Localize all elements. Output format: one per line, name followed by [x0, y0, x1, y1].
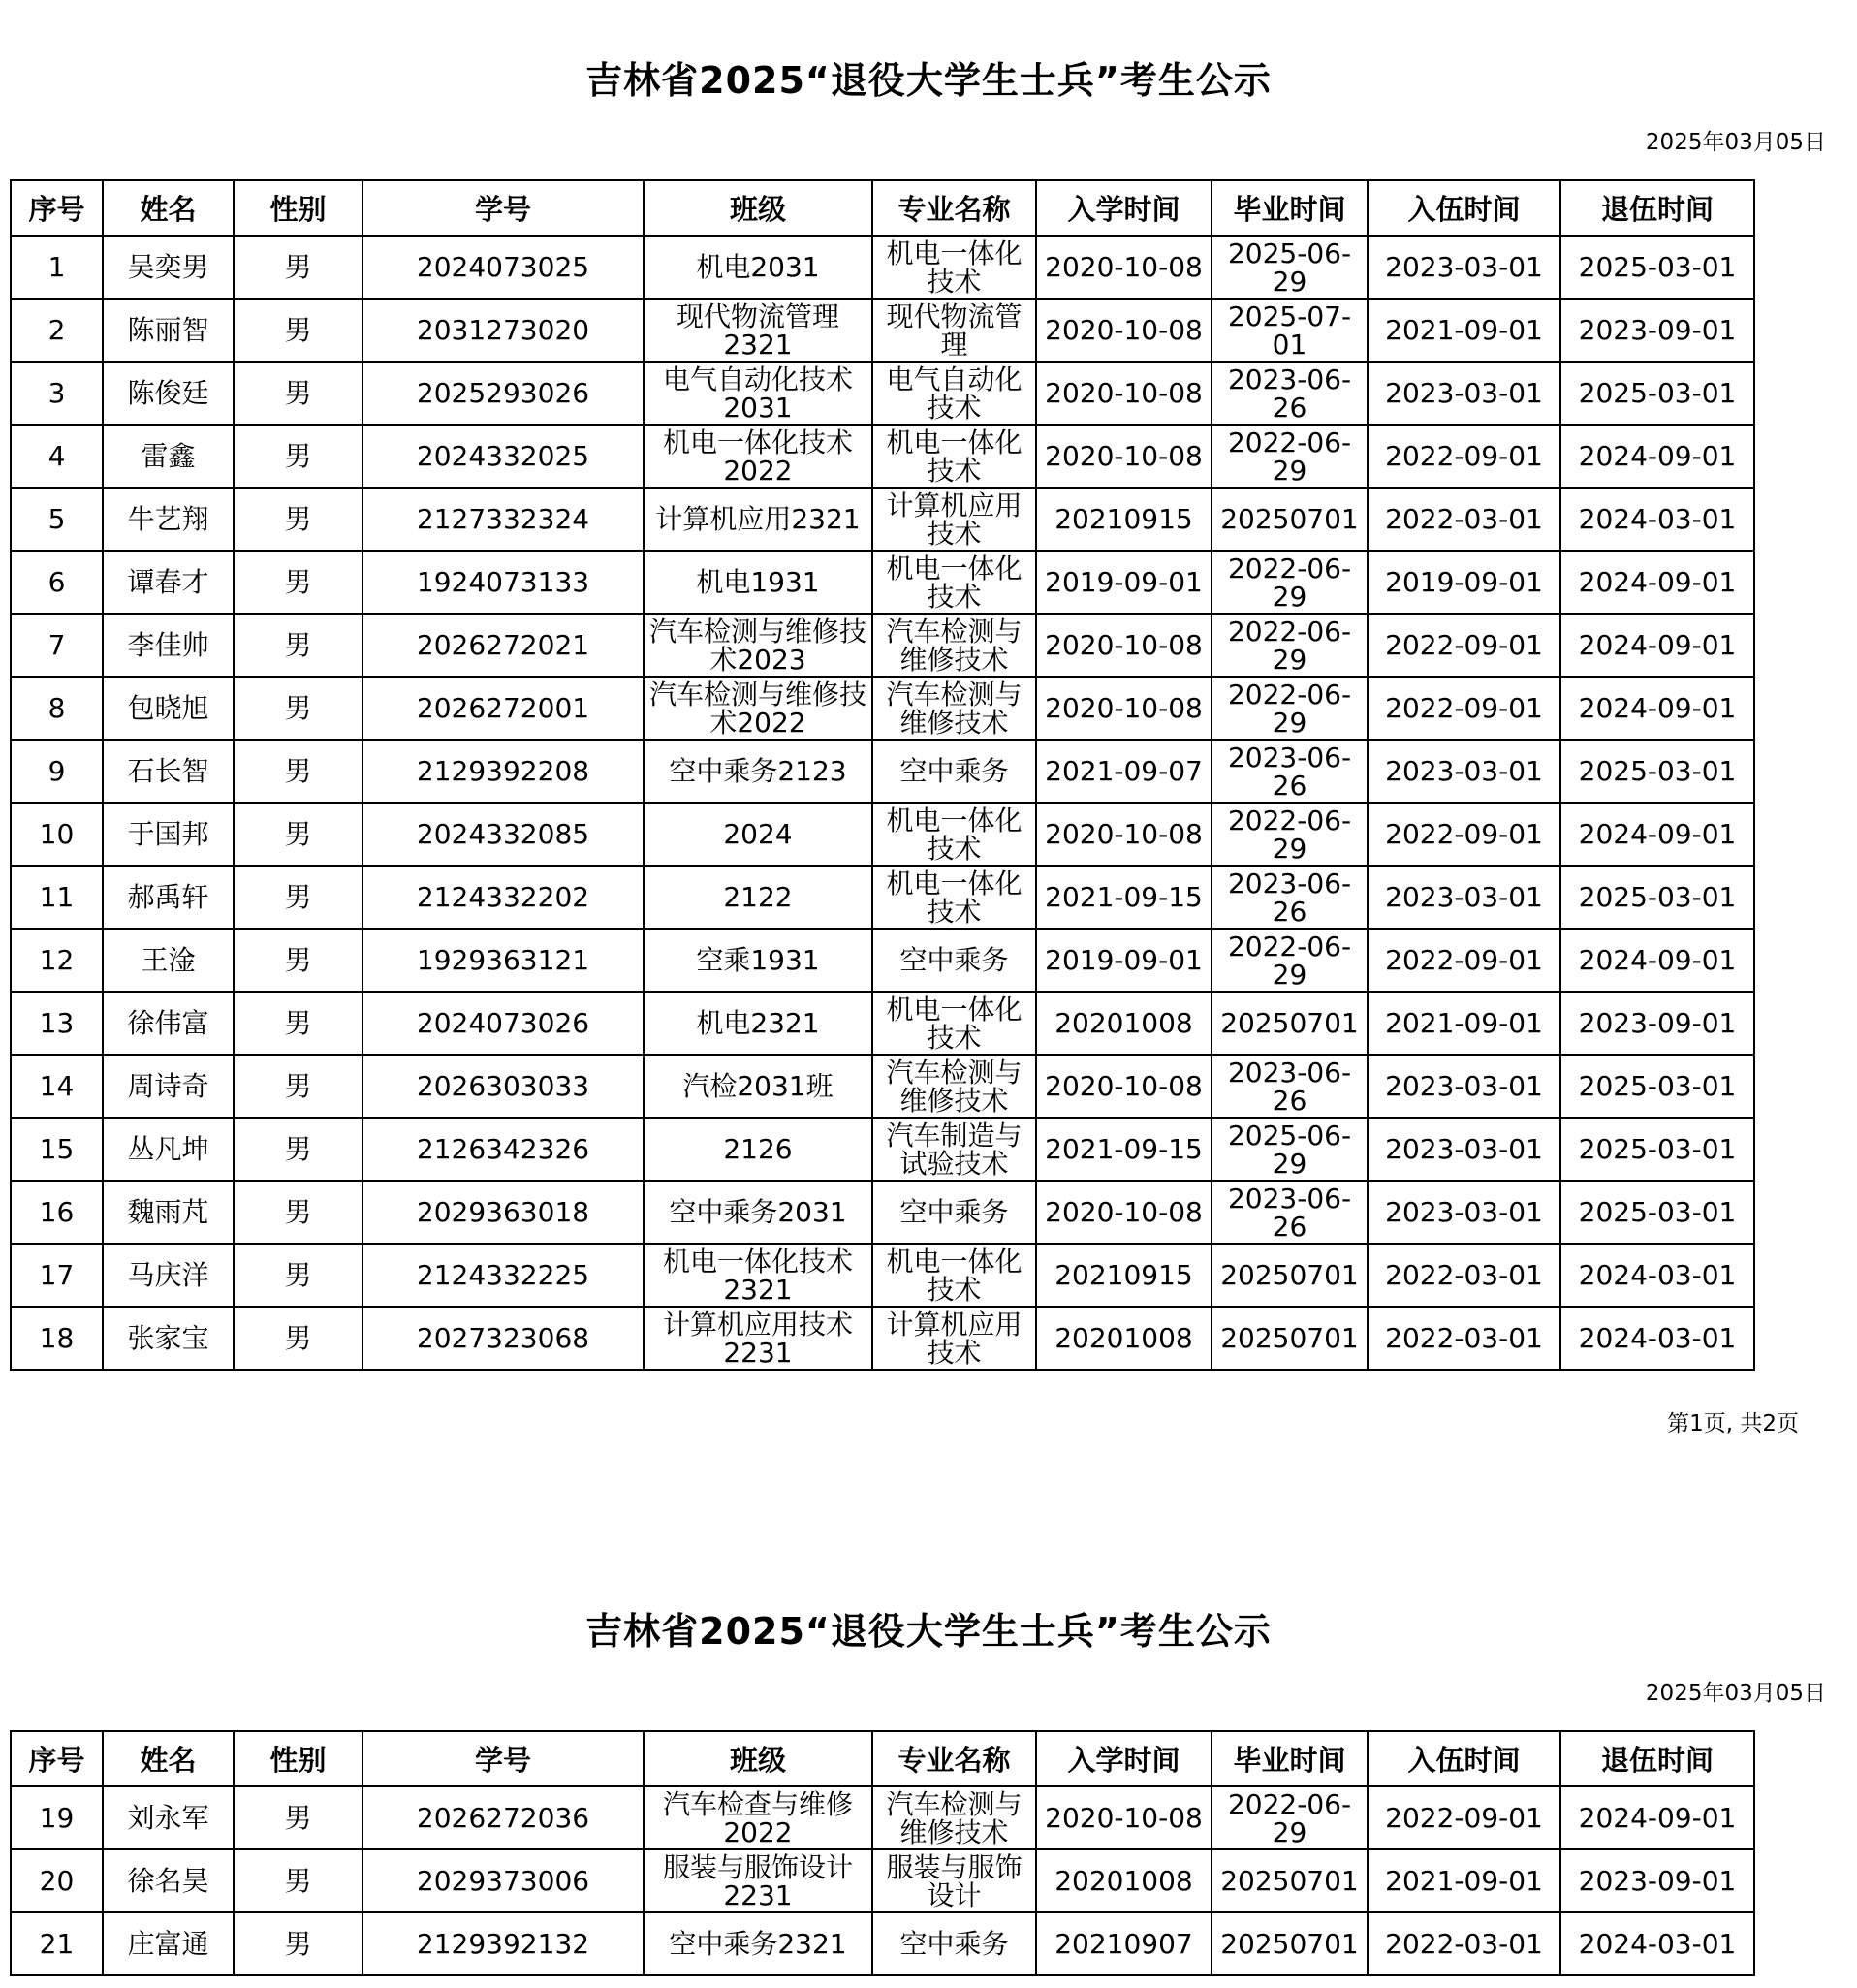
table-cell: 空中乘务 [872, 740, 1036, 803]
table-cell: 男 [234, 425, 362, 488]
table-cell: 13 [11, 992, 103, 1055]
table-row [11, 866, 1754, 929]
table-cell: 2024-03-01 [1560, 1244, 1754, 1307]
table-cell: 2022-09-01 [1368, 1786, 1560, 1849]
table-row [11, 1849, 1754, 1912]
table-cell: 2025-07-01 [1212, 299, 1368, 362]
roster-table [10, 179, 1755, 1371]
table-cell: 2022-03-01 [1368, 1307, 1560, 1370]
column-header: 毕业时间 [1212, 180, 1368, 236]
table-cell: 2025-06-29 [1212, 236, 1368, 299]
column-header: 专业名称 [872, 1731, 1036, 1786]
table-cell: 男 [234, 740, 362, 803]
table-cell: 机电一体化技术 [872, 1244, 1036, 1307]
table-row [11, 236, 1754, 299]
table-cell: 17 [11, 1244, 103, 1307]
table-cell: 2021-09-07 [1036, 740, 1212, 803]
table-cell: 男 [234, 1912, 362, 1975]
table-cell: 2024-09-01 [1560, 614, 1754, 677]
column-header: 入学时间 [1036, 180, 1212, 236]
table-cell: 男 [234, 1055, 362, 1118]
table-cell: 计算机应用技术 [872, 488, 1036, 551]
table-cell: 2024-03-01 [1560, 1912, 1754, 1975]
table-cell: 机电一体化技术 [872, 551, 1036, 614]
table-row [11, 992, 1754, 1055]
table-cell: 汽车检测与维修技术2023 [644, 614, 872, 677]
table-cell: 18 [11, 1307, 103, 1370]
column-header: 学号 [362, 1731, 644, 1786]
table-cell: 汽车检测与维修技术2022 [644, 677, 872, 740]
table-cell: 20250701 [1212, 992, 1368, 1055]
table-row [11, 551, 1754, 614]
table-cell: 计算机应用2321 [644, 488, 872, 551]
table-cell: 2020-10-08 [1036, 425, 1212, 488]
table-cell: 2025-03-01 [1560, 362, 1754, 425]
table-cell: 2022-06-29 [1212, 1786, 1368, 1849]
table-cell: 陈俊廷 [103, 362, 234, 425]
table-cell: 郝禹轩 [103, 866, 234, 929]
table-cell: 21 [11, 1912, 103, 1975]
table-cell: 2023-03-01 [1368, 1181, 1560, 1244]
table-cell: 3 [11, 362, 103, 425]
table-cell: 2019-09-01 [1036, 929, 1212, 992]
column-header: 姓名 [103, 180, 234, 236]
table-cell: 于国邦 [103, 803, 234, 866]
table-cell: 20250701 [1212, 1307, 1368, 1370]
table-cell: 男 [234, 1244, 362, 1307]
page-2 [0, 1551, 1857, 1988]
column-header: 性别 [234, 180, 362, 236]
column-header: 学号 [362, 180, 644, 236]
table-cell: 男 [234, 677, 362, 740]
table-cell: 周诗奇 [103, 1055, 234, 1118]
table-cell: 2027323068 [362, 1307, 644, 1370]
table-cell: 2023-06-26 [1212, 1181, 1368, 1244]
column-header: 班级 [644, 180, 872, 236]
table-cell: 空中乘务 [872, 929, 1036, 992]
publish-date: 2025年03月05日 [1645, 1681, 1826, 1706]
table-cell: 2022-09-01 [1368, 425, 1560, 488]
table-cell: 2020-10-08 [1036, 299, 1212, 362]
column-header: 入伍时间 [1368, 1731, 1560, 1786]
table-cell: 11 [11, 866, 103, 929]
table-cell: 10 [11, 803, 103, 866]
column-header: 专业名称 [872, 180, 1036, 236]
table-cell: 20250701 [1212, 488, 1368, 551]
table-cell: 2122 [644, 866, 872, 929]
roster-table [10, 1730, 1755, 1976]
table-cell: 2021-09-01 [1368, 299, 1560, 362]
table-cell: 男 [234, 1181, 362, 1244]
table-cell: 2022-09-01 [1368, 677, 1560, 740]
table-cell: 2025-06-29 [1212, 1118, 1368, 1181]
table-cell: 2024332085 [362, 803, 644, 866]
table-cell: 刘永军 [103, 1786, 234, 1849]
table-cell: 2020-10-08 [1036, 803, 1212, 866]
page-title: 吉林省2025“退役大学生士兵”考生公示 [585, 1610, 1272, 1653]
table-cell: 1 [11, 236, 103, 299]
table-cell: 服装与服饰设计2231 [644, 1849, 872, 1912]
table-row [11, 1786, 1754, 1849]
column-header: 毕业时间 [1212, 1731, 1368, 1786]
table-cell: 男 [234, 488, 362, 551]
table-cell: 2020-10-08 [1036, 677, 1212, 740]
table-cell: 2021-09-01 [1368, 1849, 1560, 1912]
table-cell: 张家宝 [103, 1307, 234, 1370]
table-cell: 男 [234, 1118, 362, 1181]
table-row [11, 929, 1754, 992]
table-row [11, 1244, 1754, 1307]
table-cell: 2020-10-08 [1036, 1181, 1212, 1244]
table-cell: 男 [234, 551, 362, 614]
table-cell: 1924073133 [362, 551, 644, 614]
table-cell: 2129392132 [362, 1912, 644, 1975]
table-cell: 2020-10-08 [1036, 614, 1212, 677]
table-cell: 空中乘务2031 [644, 1181, 872, 1244]
table-cell: 2025293026 [362, 362, 644, 425]
table-row [11, 740, 1754, 803]
table-cell: 男 [234, 866, 362, 929]
column-header: 性别 [234, 1731, 362, 1786]
table-row [11, 299, 1754, 362]
table-cell: 2129392208 [362, 740, 644, 803]
table-cell: 男 [234, 1307, 362, 1370]
table-cell: 2024-09-01 [1560, 1786, 1754, 1849]
table-cell: 2024 [644, 803, 872, 866]
table-cell: 2025-03-01 [1560, 866, 1754, 929]
table-cell: 20250701 [1212, 1849, 1368, 1912]
table-cell: 5 [11, 488, 103, 551]
table-cell: 机电一体化技术2321 [644, 1244, 872, 1307]
table-cell: 2029373006 [362, 1849, 644, 1912]
table-cell: 2023-03-01 [1368, 236, 1560, 299]
table-cell: 2124332202 [362, 866, 644, 929]
table-cell: 20210907 [1036, 1912, 1212, 1975]
table-cell: 男 [234, 1786, 362, 1849]
table-cell: 2023-06-26 [1212, 1055, 1368, 1118]
table-cell: 2020-10-08 [1036, 362, 1212, 425]
table-cell: 20201008 [1036, 992, 1212, 1055]
table-cell: 2021-09-01 [1368, 992, 1560, 1055]
table-cell: 2023-09-01 [1560, 299, 1754, 362]
table-cell: 2022-06-29 [1212, 614, 1368, 677]
table-cell: 2024-03-01 [1560, 1307, 1754, 1370]
table-cell: 2022-06-29 [1212, 551, 1368, 614]
table-cell: 2024-09-01 [1560, 677, 1754, 740]
table-cell: 2019-09-01 [1036, 551, 1212, 614]
table-cell: 16 [11, 1181, 103, 1244]
table-cell: 2022-06-29 [1212, 929, 1368, 992]
table-cell: 2022-09-01 [1368, 614, 1560, 677]
table-cell: 2019-09-01 [1368, 551, 1560, 614]
table-cell: 2126342326 [362, 1118, 644, 1181]
table-cell: 机电一体化技术 [872, 992, 1036, 1055]
table-cell: 20 [11, 1849, 103, 1912]
table-cell: 2023-03-01 [1368, 866, 1560, 929]
table-cell: 2023-03-01 [1368, 1118, 1560, 1181]
table-cell: 2023-06-26 [1212, 866, 1368, 929]
table-cell: 2020-10-08 [1036, 1055, 1212, 1118]
table-cell: 2023-03-01 [1368, 740, 1560, 803]
table-cell: 机电一体化技术2022 [644, 425, 872, 488]
table-cell: 马庆洋 [103, 1244, 234, 1307]
table-cell: 2023-06-26 [1212, 740, 1368, 803]
table-cell: 2025-03-01 [1560, 740, 1754, 803]
column-header: 入伍时间 [1368, 180, 1560, 236]
table-cell: 7 [11, 614, 103, 677]
table-cell: 计算机应用技术 [872, 1307, 1036, 1370]
table-cell: 机电一体化技术 [872, 236, 1036, 299]
table-cell: 2023-03-01 [1368, 1055, 1560, 1118]
column-header: 班级 [644, 1731, 872, 1786]
table-cell: 男 [234, 614, 362, 677]
table-row [11, 1118, 1754, 1181]
table-cell: 徐伟富 [103, 992, 234, 1055]
table-cell: 2020-10-08 [1036, 1786, 1212, 1849]
table-cell: 丛凡坤 [103, 1118, 234, 1181]
table-cell: 15 [11, 1118, 103, 1181]
table-cell: 李佳帅 [103, 614, 234, 677]
table-cell: 2022-03-01 [1368, 1244, 1560, 1307]
table-cell: 空中乘务2321 [644, 1912, 872, 1975]
table-cell: 14 [11, 1055, 103, 1118]
table-cell: 2127332324 [362, 488, 644, 551]
table-cell: 2020-10-08 [1036, 236, 1212, 299]
table-cell: 2025-03-01 [1560, 1118, 1754, 1181]
table-cell: 男 [234, 992, 362, 1055]
table-cell: 魏雨芃 [103, 1181, 234, 1244]
table-cell: 汽车检测与维修技术 [872, 614, 1036, 677]
table-cell: 12 [11, 929, 103, 992]
table-cell: 2025-03-01 [1560, 1055, 1754, 1118]
table-cell: 9 [11, 740, 103, 803]
table-cell: 2021-09-15 [1036, 1118, 1212, 1181]
table-cell: 2026272001 [362, 677, 644, 740]
table-cell: 空中乘务2123 [644, 740, 872, 803]
table-cell: 2024073026 [362, 992, 644, 1055]
table-row [11, 362, 1754, 425]
table-cell: 空中乘务 [872, 1912, 1036, 1975]
table-row [11, 1307, 1754, 1370]
table-cell: 徐名昊 [103, 1849, 234, 1912]
table-cell: 机电2031 [644, 236, 872, 299]
table-cell: 2025-03-01 [1560, 1181, 1754, 1244]
column-header: 序号 [11, 180, 103, 236]
table-cell: 空乘1931 [644, 929, 872, 992]
table-cell: 2126 [644, 1118, 872, 1181]
table-cell: 2026303033 [362, 1055, 644, 1118]
table-cell: 2021-09-15 [1036, 866, 1212, 929]
table-cell: 汽车检测与维修技术 [872, 1786, 1036, 1849]
table-cell: 吴奕男 [103, 236, 234, 299]
table-cell: 男 [234, 362, 362, 425]
page-title: 吉林省2025“退役大学生士兵”考生公示 [585, 59, 1272, 102]
table-cell: 服装与服饰设计 [872, 1849, 1036, 1912]
table-cell: 2024-03-01 [1560, 488, 1754, 551]
table-cell: 机电一体化技术 [872, 866, 1036, 929]
table-row [11, 1912, 1754, 1975]
table-cell: 陈丽智 [103, 299, 234, 362]
table-cell: 王淦 [103, 929, 234, 992]
table-cell: 空中乘务 [872, 1181, 1036, 1244]
table-cell: 20250701 [1212, 1244, 1368, 1307]
table-cell: 19 [11, 1786, 103, 1849]
table-cell: 2022-03-01 [1368, 488, 1560, 551]
table-cell: 2025-03-01 [1560, 236, 1754, 299]
table-cell: 2029363018 [362, 1181, 644, 1244]
table-cell: 汽检2031班 [644, 1055, 872, 1118]
table-cell: 谭春才 [103, 551, 234, 614]
table-row [11, 803, 1754, 866]
table-cell: 机电一体化技术 [872, 425, 1036, 488]
table-row [11, 614, 1754, 677]
table-cell: 庄富通 [103, 1912, 234, 1975]
table-cell: 男 [234, 929, 362, 992]
table-cell: 2024332025 [362, 425, 644, 488]
table-cell: 2023-09-01 [1560, 1849, 1754, 1912]
table-cell: 机电1931 [644, 551, 872, 614]
table-cell: 2022-06-29 [1212, 677, 1368, 740]
table-cell: 20210915 [1036, 1244, 1212, 1307]
table-cell: 雷鑫 [103, 425, 234, 488]
table-cell: 4 [11, 425, 103, 488]
column-header: 退伍时间 [1560, 180, 1754, 236]
table-cell: 汽车检测与维修技术 [872, 677, 1036, 740]
table-cell: 20210915 [1036, 488, 1212, 551]
table-cell: 2026272036 [362, 1786, 644, 1849]
table-cell: 计算机应用技术2231 [644, 1307, 872, 1370]
table-cell: 2024-09-01 [1560, 803, 1754, 866]
column-header: 退伍时间 [1560, 1731, 1754, 1786]
table-cell: 2023-09-01 [1560, 992, 1754, 1055]
table-cell: 1929363121 [362, 929, 644, 992]
table-cell: 2024-09-01 [1560, 551, 1754, 614]
table-cell: 现代物流管理2321 [644, 299, 872, 362]
table-cell: 汽车检查与维修2022 [644, 1786, 872, 1849]
table-row [11, 488, 1754, 551]
table-cell: 2023-03-01 [1368, 362, 1560, 425]
table-cell: 2031273020 [362, 299, 644, 362]
table-row [11, 425, 1754, 488]
table-cell: 2124332225 [362, 1244, 644, 1307]
table-cell: 2022-09-01 [1368, 803, 1560, 866]
table-cell: 汽车检测与维修技术 [872, 1055, 1036, 1118]
table-cell: 机电2321 [644, 992, 872, 1055]
table-cell: 2022-03-01 [1368, 1912, 1560, 1975]
table-row [11, 1055, 1754, 1118]
table-cell: 2 [11, 299, 103, 362]
table-cell: 石长智 [103, 740, 234, 803]
table-cell: 2024-09-01 [1560, 425, 1754, 488]
table-cell: 8 [11, 677, 103, 740]
table-cell: 包晓旭 [103, 677, 234, 740]
header-row [11, 180, 1754, 236]
table-cell: 男 [234, 236, 362, 299]
publish-date: 2025年03月05日 [1645, 130, 1826, 155]
table-cell: 20250701 [1212, 1912, 1368, 1975]
table-cell: 20201008 [1036, 1307, 1212, 1370]
table-cell: 2022-06-29 [1212, 425, 1368, 488]
table-cell: 男 [234, 299, 362, 362]
table-cell: 2022-09-01 [1368, 929, 1560, 992]
table-cell: 机电一体化技术 [872, 803, 1036, 866]
column-header: 姓名 [103, 1731, 234, 1786]
table-cell: 2023-06-26 [1212, 362, 1368, 425]
table-cell: 6 [11, 551, 103, 614]
table-cell: 男 [234, 1849, 362, 1912]
table-cell: 2022-06-29 [1212, 803, 1368, 866]
table-cell: 20201008 [1036, 1849, 1212, 1912]
table-cell: 现代物流管理 [872, 299, 1036, 362]
table-cell: 电气自动化技术 [872, 362, 1036, 425]
table-row [11, 677, 1754, 740]
table-row [11, 1181, 1754, 1244]
page-number: 第1页, 共2页 [1667, 1411, 1799, 1436]
column-header: 序号 [11, 1731, 103, 1786]
table-cell: 2026272021 [362, 614, 644, 677]
table-cell: 电气自动化技术2031 [644, 362, 872, 425]
table-cell: 2024-09-01 [1560, 929, 1754, 992]
column-header: 入学时间 [1036, 1731, 1212, 1786]
table-cell: 2024073025 [362, 236, 644, 299]
header-row [11, 1731, 1754, 1786]
table-cell: 牛艺翔 [103, 488, 234, 551]
table-cell: 汽车制造与试验技术 [872, 1118, 1036, 1181]
table-cell: 男 [234, 803, 362, 866]
